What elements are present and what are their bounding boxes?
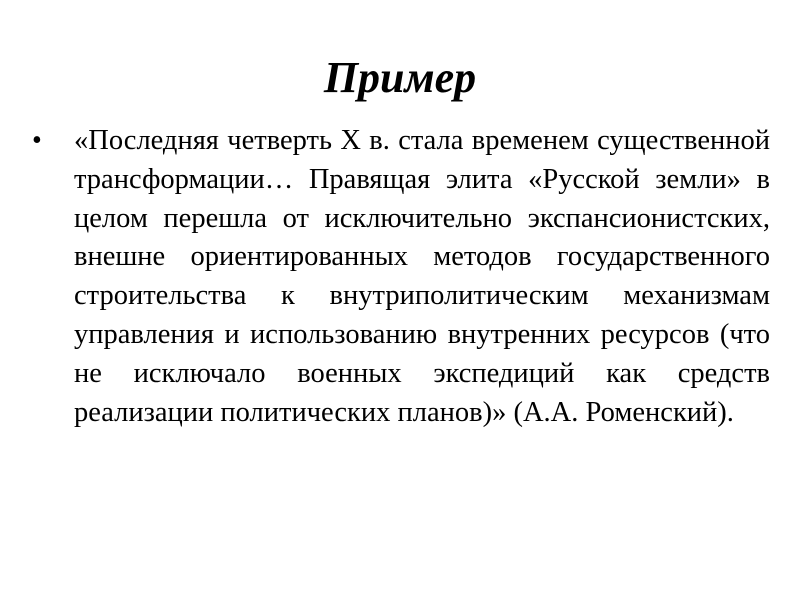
- bullet-list: [30, 122, 770, 432]
- slide-title: Пример: [323, 53, 477, 102]
- bullet-item: [30, 122, 770, 432]
- quote-text: «Последняя четверть X в. стала временем существенной трансформации… Правящая элита «Русской земли» в целом перешла от исключительно экспансионистских, внешне ориентированных методов государственного строительства к внутриполитическим механизмам управления и использованию внутренних ресурсов (что не исключало военных экспедиций как средств реализации политических планов)» (А.А. Роменский).: [74, 125, 770, 428]
- bullet-marker: •: [32, 125, 42, 156]
